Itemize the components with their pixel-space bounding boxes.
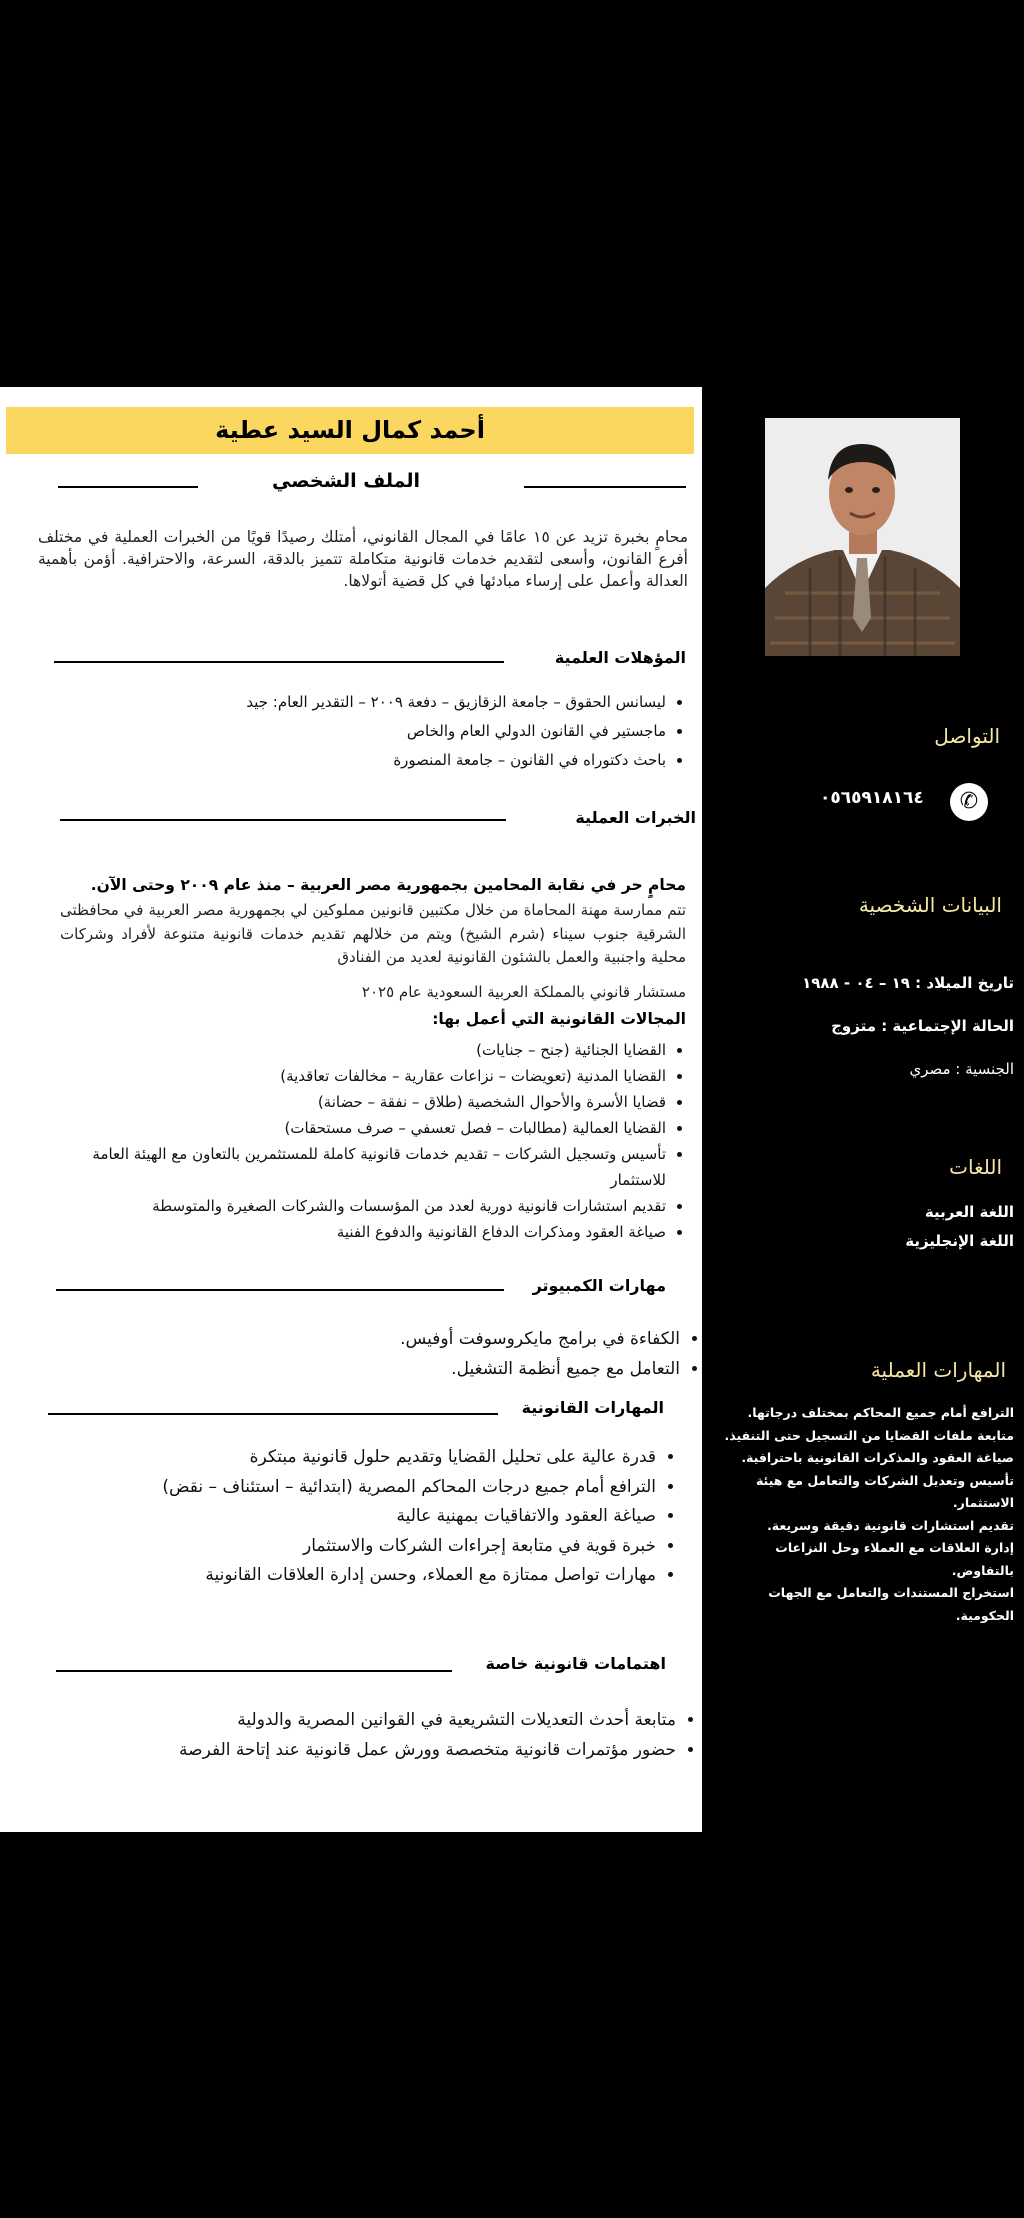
candidate-name: أحمد كمال السيد عطية: [6, 407, 694, 454]
list-item: • ليسانس الحقوق – جامعة الزقازيق – دفعة ٢٠٠٩ – التقدير العام: جيد: [140, 688, 666, 717]
computer-skills-list: [280, 1324, 702, 1384]
practical-skills-heading: المهارات العملية: [870, 1358, 1006, 1382]
list-item: • القضايا الجنائية (جنح – جنايات): [62, 1037, 666, 1063]
divider: [54, 661, 504, 663]
profile-text: محامٍ بخبرة تزيد عن ١٥ عامًا في المجال القانوني، أمتلك رصيدًا قويًا من الخبرات العملية في مختلف أفرع القانون، وأسعى لتقديم خدمات قانونية متكاملة تتميز بالدقة، السرعة، والاحترافية. أؤمن بأهمية العدالة وأعمل على إرساء مبادئها في كل قضية أتولاها.: [38, 528, 689, 590]
list-item: • تأسيس وتسجيل الشركات – تقديم خدمات قانونية كاملة للمستثمرين بالتعاون مع الهيئة العامة للاستثمار: [62, 1141, 666, 1193]
list-item: • مهارات تواصل ممتازة مع العملاء، وحسن إدارة العلاقات القانونية: [90, 1561, 656, 1591]
list-item: • حضور مؤتمرات قانونية متخصصة وورش عمل قانونية عند إتاحة الفرصة: [100, 1735, 676, 1765]
list-item: • الجنسية : مصري: [740, 1048, 1014, 1091]
person-portrait-icon: [765, 418, 960, 656]
list-item: • قدرة عالية على تحليل القضايا وتقديم حلول قانونية مبتكرة: [90, 1443, 656, 1473]
qualifications-list: [140, 688, 688, 775]
list-item: • القضايا العمالية (مطالبات – فصل تعسفي – صرف مستحقات): [62, 1115, 666, 1141]
list-item: • اللغة الإنجليزية: [830, 1227, 1014, 1256]
experience-heading: الخبرات العملية: [575, 808, 696, 827]
list-item: • اللغة العربية: [830, 1198, 1014, 1227]
list-item: • متابعة أحدث التعديلات التشريعية في القوانين المصرية والدولية: [100, 1705, 676, 1735]
divider: [48, 1413, 498, 1415]
experience-title: محامٍ حر في نقابة المحامين بجمهورية مصر العربية – منذ عام ٢٠٠٩ وحتى الآن.: [90, 876, 686, 894]
interests-heading: اهتمامات قانونية خاصة: [485, 1654, 666, 1673]
legal-skills-list: [90, 1443, 678, 1591]
list-item: • صياغة العقود والاتفاقيات بمهنية عالية: [90, 1502, 656, 1532]
list-item: • تاريخ الميلاد : ١٩ – ٠٤ - ١٩٨٨: [740, 962, 1014, 1005]
divider: [524, 486, 686, 488]
list-item: • تقديم استشارات قانونية دقيقة وسريعة.: [722, 1515, 1014, 1538]
personal-info-heading: البيانات الشخصية: [858, 893, 1002, 917]
legal-fields-list: [62, 1037, 688, 1245]
legal-skills-heading: المهارات القانونية: [521, 1398, 664, 1417]
list-item: • تقديم استشارات قانونية دورية لعدد من المؤسسات والشركات الصغيرة والمتوسطة: [62, 1193, 666, 1219]
consultant-text: مستشار قانوني بالمملكة العربية السعودية عام ٢٠٢٥: [361, 983, 686, 1001]
divider: [58, 486, 198, 488]
list-item: • إدارة العلاقات مع العملاء وحل النزاعات بالتفاوض.: [722, 1537, 1014, 1582]
list-item: • متابعة ملفات القضايا من التسجيل حتى التنفيذ.: [722, 1425, 1014, 1448]
list-item: • الحالة الإجتماعية : متزوج: [740, 1005, 1014, 1048]
list-item: • تأسيس وتعديل الشركات والتعامل مع هيئة الاستثمار.: [722, 1470, 1014, 1515]
experience-text: تتم ممارسة مهنة المحاماة من خلال مكتبين قانونين مملوكين لي بجمهورية مصر العربية في محافظتى الشرقية جنوب سيناء (شرم الشيخ) ويتم من خلالهم تقديم خدمات قانونية متنوعة لأفراد وشركات محلية واجنبية والعمل بالشئون القانونية لعديد من الفنادق: [60, 901, 686, 966]
contact-heading: التواصل: [934, 724, 1000, 748]
list-item: • الكفاءة في برامج مايكروسوفت أوفيس.: [280, 1324, 680, 1354]
list-item: • الترافع أمام جميع درجات المحاكم المصرية (ابتدائية – استئناف – نقض): [90, 1473, 656, 1503]
list-item: • قضايا الأسرة والأحوال الشخصية (طلاق – نفقة – حضانة): [62, 1089, 666, 1115]
interests-list: [100, 1705, 698, 1765]
divider: [56, 1289, 504, 1291]
list-item: • باحث دكتوراه في القانون – جامعة المنصورة: [140, 746, 666, 775]
divider: [60, 819, 506, 821]
practical-skills-list: [722, 1402, 1024, 1627]
profile-heading: الملف الشخصي: [271, 470, 420, 492]
list-item: • الترافع أمام جميع المحاكم بمختلف درجاتها.: [722, 1402, 1014, 1425]
languages-list: [830, 1198, 1024, 1256]
list-item: • صياغة العقود ومذكرات الدفاع القانونية والدفوع الفنية: [62, 1219, 666, 1245]
divider: [56, 1670, 452, 1672]
phone-number: ٠٥٦٥٩١٨١٦٤: [820, 788, 924, 808]
qualifications-heading: المؤهلات العلمية: [554, 648, 686, 667]
list-item: • ماجستير في القانون الدولي العام والخاص: [140, 717, 666, 746]
phone-icon: ✆: [950, 783, 988, 821]
languages-heading: اللغات: [949, 1155, 1002, 1179]
list-item: • استخراج المستندات والتعامل مع الجهات الحكومية.: [722, 1582, 1014, 1627]
list-item: • خبرة قوية في متابعة إجراءات الشركات والاستثمار: [90, 1532, 656, 1562]
list-item: • التعامل مع جميع أنظمة التشغيل.: [280, 1354, 680, 1384]
list-item: • القضايا المدنية (تعويضات – نزاعات عقارية – مخالفات تعاقدية): [62, 1063, 666, 1089]
computer-skills-heading: مهارات الكمبيوتر: [532, 1276, 666, 1295]
personal-info-list: [740, 962, 1024, 1091]
list-item: • صياغة العقود والمذكرات القانونية باحترافية.: [722, 1447, 1014, 1470]
profile-photo: [765, 418, 960, 656]
legal-fields-heading: المجالات القانونية التي أعمل بها:: [432, 1010, 686, 1028]
